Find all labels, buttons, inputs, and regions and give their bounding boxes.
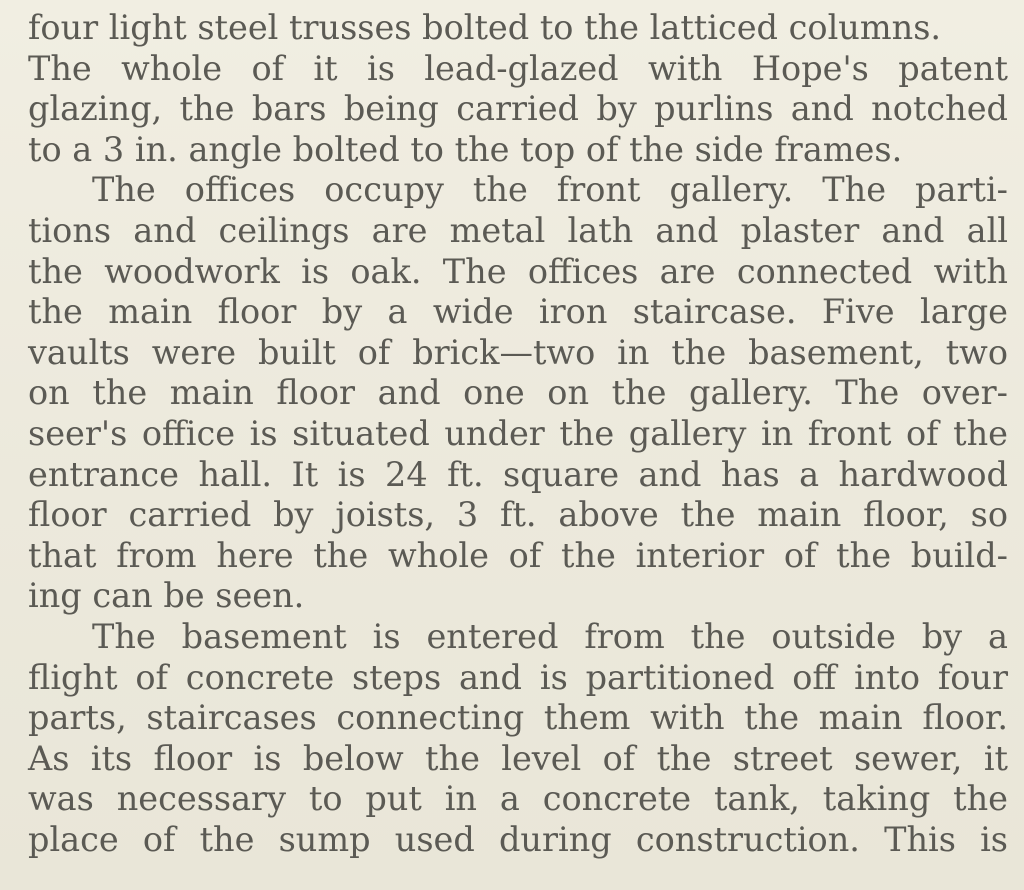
text-line: The basement is entered from the outside by a [92, 616, 1008, 656]
text-line: floor carried by joists, 3 ft. above the main floor, so [28, 495, 1008, 535]
body-text [28, 8, 1008, 860]
text-line: flight of concrete steps and is partitioned off into four [28, 657, 1008, 697]
text-line: tions and ceilings are metal lath and plaster and all [28, 210, 1008, 250]
text-line: seer's office is situated under the gallery in front of the [28, 413, 1008, 453]
text-line: place of the sump used during construction. This is [28, 819, 1008, 859]
text-line: four light steel trusses bolted to the latticed columns. [28, 8, 942, 47]
text-line: The offices occupy the front gallery. The parti- [92, 170, 1008, 210]
text-line: The whole of it is lead-glazed with Hope's patent [28, 48, 1008, 88]
text-line: the woodwork is oak. The offices are connected with [28, 251, 1008, 291]
text-line: vaults were built of brick—two in the basement, two [28, 332, 1008, 372]
text-line: parts, staircases connecting them with the main floor. [28, 698, 1008, 738]
text-line: to a 3 in. angle bolted to the top of the side frames. [28, 129, 903, 169]
text-line: on the main floor and one on the gallery. The over- [28, 373, 1008, 413]
text-line: glazing, the bars being carried by purlins and notched [28, 89, 1008, 129]
text-line: entrance hall. It is 24 ft. square and has a hardwood [28, 454, 1008, 494]
text-line: was necessary to put in a concrete tank, taking the [28, 779, 1008, 819]
text-line: that from here the whole of the interior of the build- [28, 535, 1008, 575]
text-line: the main floor by a wide iron staircase. Five large [28, 292, 1008, 332]
text-line: As its floor is below the level of the street sewer, it [28, 738, 1008, 778]
text-line: ing can be seen. [28, 576, 305, 616]
